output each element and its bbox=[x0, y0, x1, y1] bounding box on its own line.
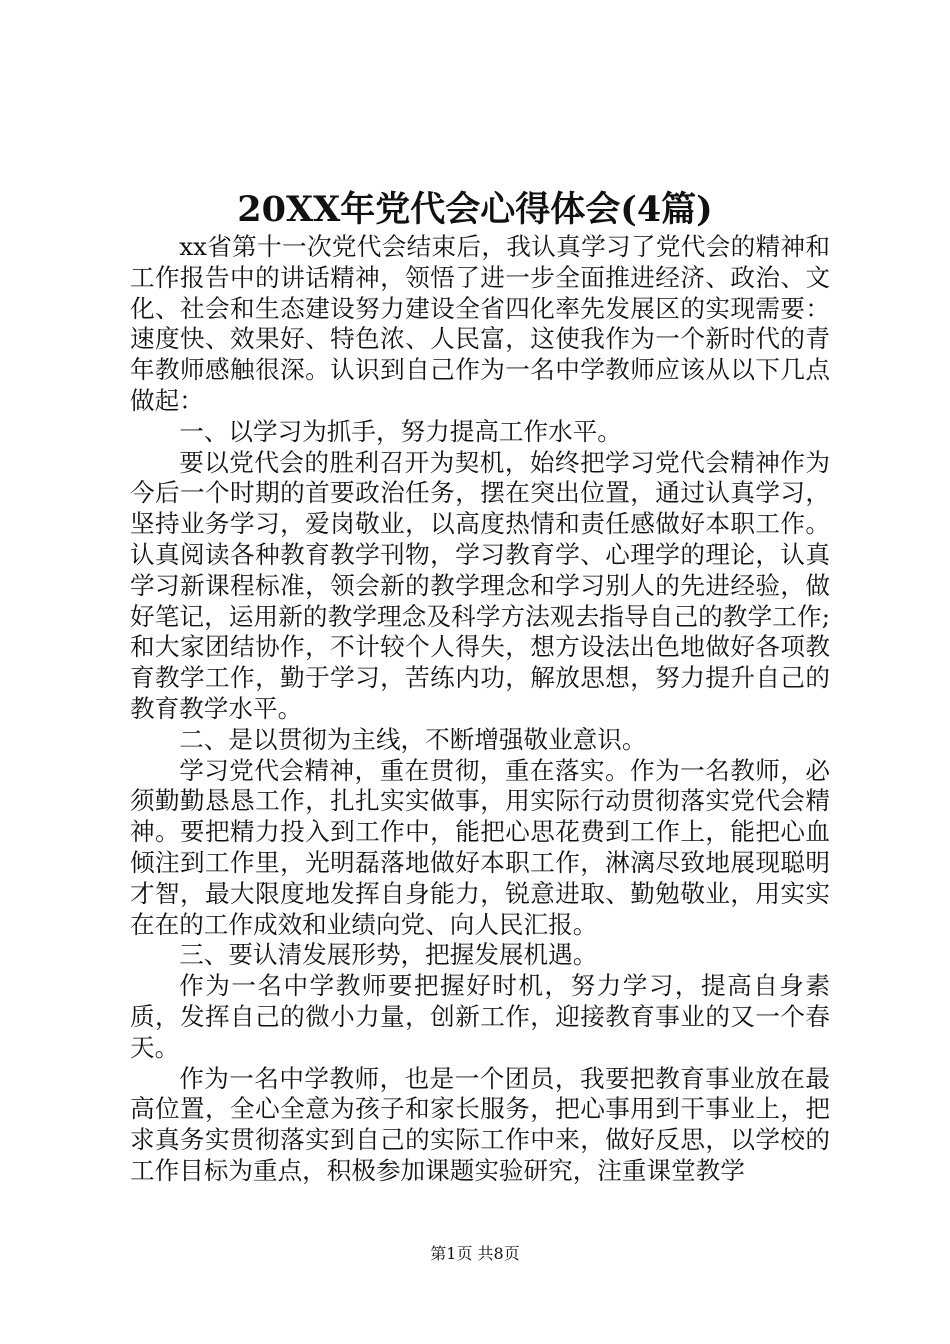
page-number-footer: 第1页 共8页 bbox=[430, 1244, 520, 1263]
document-title: 20XX年党代会心得体会(4篇) bbox=[237, 189, 713, 230]
paragraph-section-2: 学习党代会精神，重在贯彻，重在落实。作为一名教师，必须勤勤恳恳工作，扎扎实实做事，用实际行动贯彻落实党代会精神。要把精力投入到工作中，能把心思花费到工作上，能把心血倾注到工作里，光明磊落地做好本职工作，淋漓尽致地展现聪明才智，最大限度地发挥自身能力，锐意进取、勤勉敬业，用实实在在的工作成效和业绩向党、向人民汇报。 bbox=[130, 755, 830, 939]
paragraph-intro: xx省第十一次党代会结束后，我认真学习了党代会的精神和工作报告中的讲话精神，领悟了进一步全面推进经济、政治、文化、社会和生态建设努力建设全省四化率先发展区的实现需要：速度快、效果好、特色浓、人民富，这使我作为一个新时代的青年教师感触很深。认识到自己作为一名中学教师应该从以下几点做起： bbox=[130, 232, 830, 415]
paragraph-section-3: 作为一名中学教师要把握好时机，努力学习，提高自身素质，发挥自己的微小力量，创新工作，迎接教育事业的又一个春天。 bbox=[130, 971, 830, 1062]
paragraph-closing: 作为一名中学教师，也是一个团员，我要把教育事业放在最高位置，全心全意为孩子和家长服务，把心事用到干事业上，把求真务实贯彻落实到自己的实际工作中来，做好反思，以学校的工作目标为重点，积极参加课题实验研究，注重课堂教学 bbox=[130, 1063, 830, 1185]
section-heading-1: 一、以学习为抓手，努力提高工作水平。 bbox=[179, 416, 622, 446]
section-heading-3: 三、要认清发展形势，把握发展机遇。 bbox=[179, 940, 598, 970]
section-heading-2: 二、是以贯彻为主线，不断增强敬业意识。 bbox=[179, 724, 647, 754]
paragraph-section-1: 要以党代会的胜利召开为契机，始终把学习党代会精神作为今后一个时期的首要政治任务，摆在突出位置，通过认真学习，坚持业务学习，爱岗敬业，以高度热情和责任感做好本职工作。认真阅读各种教育教学刊物，学习教育学、心理学的理论，认真学习新课程标准，领会新的教学理念和学习别人的先进经验，做好笔记，运用新的教学理念及科学方法观去指导自己的教学工作;和大家团结协作，不计较个人得失，想方设法出色地做好各项教育教学工作，勤于学习，苦练内功，解放思想，努力提升自己的教育教学水平。 bbox=[130, 447, 830, 723]
document-body bbox=[130, 232, 830, 1187]
